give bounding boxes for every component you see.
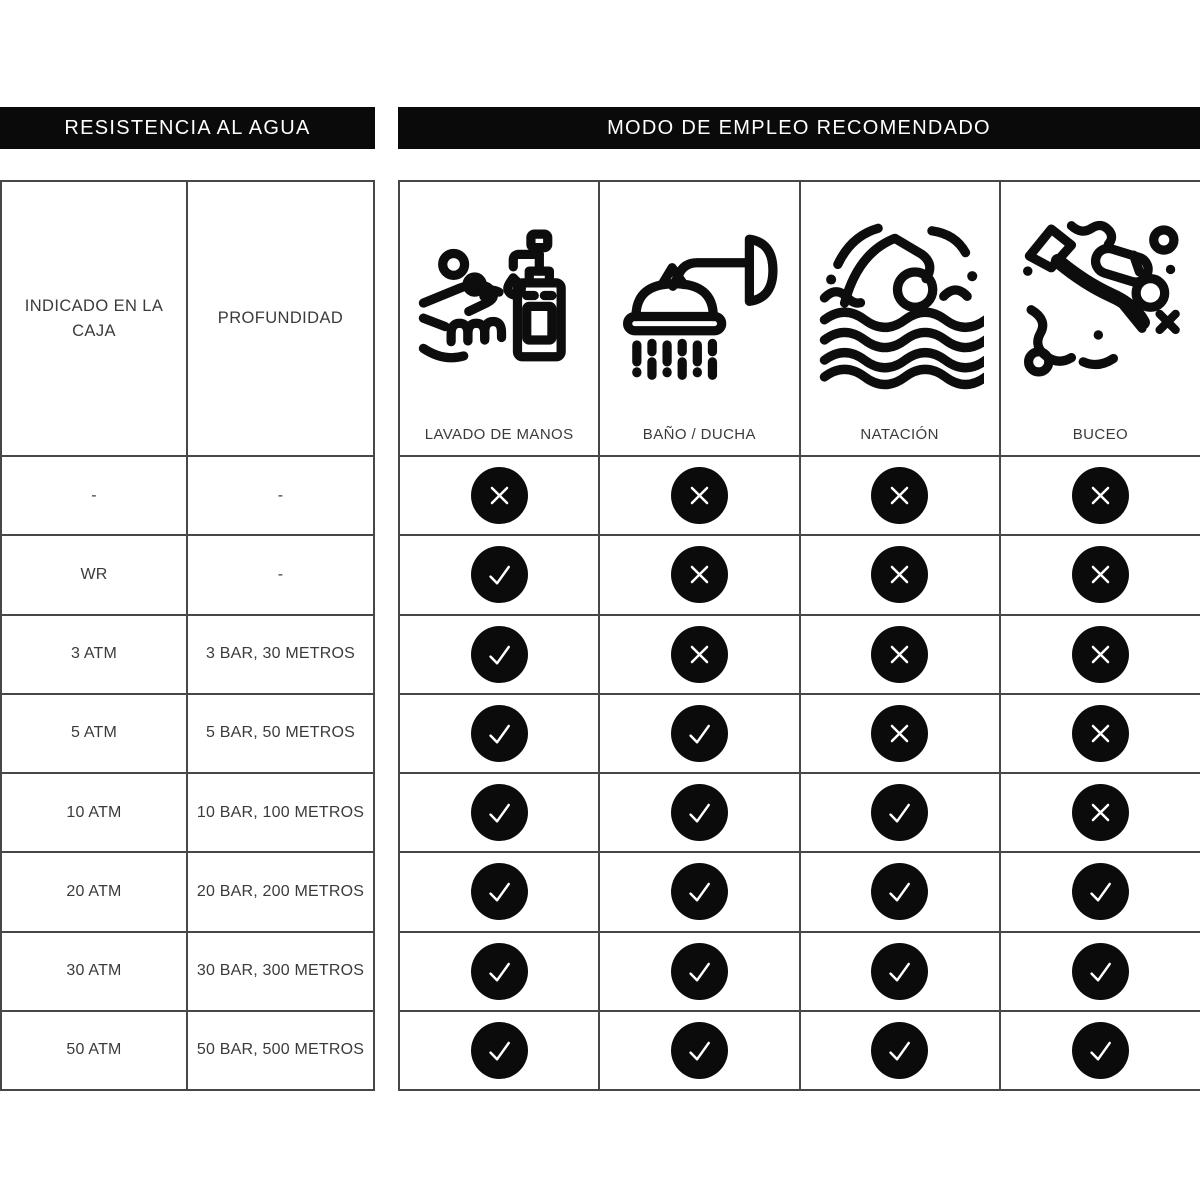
usage-cell [800, 773, 1000, 852]
indicado-en-la-caja-cell: 5 ATM [1, 694, 187, 773]
swimming-icon [816, 198, 984, 398]
usage-cell [599, 694, 799, 773]
usage-column-label: LAVADO DE MANOS [424, 426, 574, 443]
usage-cell [1000, 1011, 1200, 1090]
column-header-profundidad: PROFUNDIDAD [187, 181, 374, 456]
column-header-natacion [800, 181, 1000, 456]
left-table-title: RESISTENCIA AL AGUA [0, 107, 375, 149]
cross-circle-icon [871, 546, 928, 603]
check-circle-icon [671, 943, 728, 1000]
usage-cell [800, 1011, 1000, 1090]
check-circle-icon [671, 1022, 728, 1079]
check-circle-icon [1072, 1022, 1129, 1079]
column-header-indicado-en-la-caja: INDICADO EN LA CAJA [1, 181, 187, 456]
profundidad-cell: - [187, 535, 374, 614]
check-circle-icon [471, 784, 528, 841]
usage-cell [800, 852, 1000, 931]
check-circle-icon [871, 1022, 928, 1079]
cross-circle-icon [471, 467, 528, 524]
usage-cell [399, 1011, 599, 1090]
indicado-en-la-caja-cell: 3 ATM [1, 615, 187, 694]
check-circle-icon [871, 784, 928, 841]
usage-cell [1000, 932, 1200, 1011]
usage-column-label: BAÑO / DUCHA [642, 426, 756, 443]
usage-cell [599, 773, 799, 852]
profundidad-cell: - [187, 456, 374, 535]
usage-column-label: BUCEO [1072, 426, 1129, 443]
check-circle-icon [1072, 863, 1129, 920]
usage-cell [399, 932, 599, 1011]
column-header-buceo [1000, 181, 1200, 456]
usage-cell [800, 456, 1000, 535]
usage-cell [599, 615, 799, 694]
shower-icon [615, 198, 783, 398]
cross-circle-icon [1072, 626, 1129, 683]
profundidad-cell: 50 BAR, 500 METROS [187, 1011, 374, 1090]
usage-column-label: NATACIÓN [860, 426, 939, 443]
column-header-bano-ducha [599, 181, 799, 456]
usage-cell [800, 694, 1000, 773]
check-circle-icon [671, 784, 728, 841]
profundidad-cell: 30 BAR, 300 METROS [187, 932, 374, 1011]
usage-cell [599, 852, 799, 931]
usage-cell [1000, 456, 1200, 535]
check-circle-icon [471, 863, 528, 920]
usage-cell [599, 456, 799, 535]
usage-cell [800, 535, 1000, 614]
usage-cell [399, 535, 599, 614]
cross-circle-icon [1072, 546, 1129, 603]
usage-cell [599, 932, 799, 1011]
right-table-title: MODO DE EMPLEO RECOMENDADO [398, 107, 1200, 149]
profundidad-cell: 5 BAR, 50 METROS [187, 694, 374, 773]
indicado-en-la-caja-cell: WR [1, 535, 187, 614]
check-circle-icon [471, 943, 528, 1000]
cross-circle-icon [671, 467, 728, 524]
indicado-en-la-caja-cell: - [1, 456, 187, 535]
cross-circle-icon [1072, 784, 1129, 841]
column-header-lavado-de-manos [399, 181, 599, 456]
indicado-en-la-caja-cell: 10 ATM [1, 773, 187, 852]
usage-cell [1000, 773, 1200, 852]
cross-circle-icon [671, 626, 728, 683]
usage-cell [800, 615, 1000, 694]
usage-cell [399, 615, 599, 694]
usage-cell [1000, 852, 1200, 931]
check-circle-icon [471, 705, 528, 762]
water-resistance-table [0, 180, 375, 1091]
check-circle-icon [471, 546, 528, 603]
usage-cell [399, 694, 599, 773]
check-circle-icon [871, 943, 928, 1000]
usage-cell [399, 852, 599, 931]
profundidad-cell: 20 BAR, 200 METROS [187, 852, 374, 931]
cross-circle-icon [1072, 705, 1129, 762]
check-circle-icon [871, 863, 928, 920]
check-circle-icon [471, 626, 528, 683]
usage-cell [1000, 694, 1200, 773]
indicado-en-la-caja-cell: 30 ATM [1, 932, 187, 1011]
check-circle-icon [471, 1022, 528, 1079]
indicado-en-la-caja-cell: 20 ATM [1, 852, 187, 931]
usage-cell [800, 932, 1000, 1011]
usage-cell [1000, 535, 1200, 614]
check-circle-icon [671, 863, 728, 920]
diving-icon [1016, 198, 1184, 398]
handwash-icon [415, 198, 583, 398]
cross-circle-icon [671, 546, 728, 603]
indicado-en-la-caja-cell: 50 ATM [1, 1011, 187, 1090]
usage-cell [399, 456, 599, 535]
cross-circle-icon [871, 467, 928, 524]
cross-circle-icon [871, 705, 928, 762]
usage-cell [399, 773, 599, 852]
usage-cell [599, 1011, 799, 1090]
usage-cell [599, 535, 799, 614]
cross-circle-icon [1072, 467, 1129, 524]
cross-circle-icon [871, 626, 928, 683]
check-circle-icon [1072, 943, 1129, 1000]
profundidad-cell: 3 BAR, 30 METROS [187, 615, 374, 694]
usage-cell [1000, 615, 1200, 694]
profundidad-cell: 10 BAR, 100 METROS [187, 773, 374, 852]
usage-table [398, 180, 1200, 1091]
check-circle-icon [671, 705, 728, 762]
